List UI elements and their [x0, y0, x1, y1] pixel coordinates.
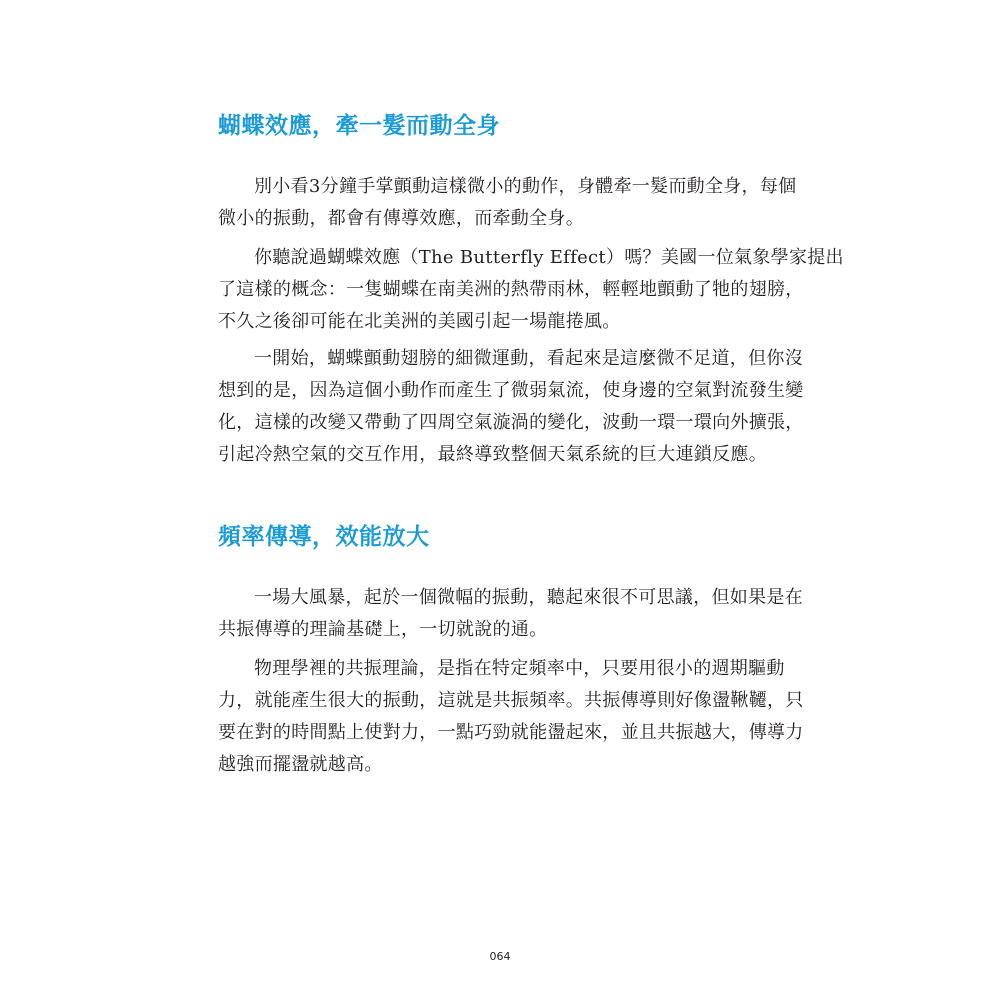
paragraph-line: 要在對的時間點上使對力，一點巧勁就能盪起來，並且共振越大，傳導力: [218, 722, 804, 743]
paragraph-line: 一開始，蝴蝶顫動翅膀的細微運動，看起來是這麼微不足道，但你沒: [254, 348, 803, 369]
paragraph-line: 一場大風暴，起於一個微幅的振動，聽起來很不可思議，但如果是在: [254, 587, 803, 608]
paragraph-line: 不久之後卻可能在北美洲的美國引起一場龍捲風。: [218, 311, 621, 332]
paragraph-2: [218, 242, 844, 338]
page-number: 064: [489, 950, 511, 963]
paragraph-line: 越強而擺盪就越高。: [218, 754, 383, 775]
paragraph-4: [218, 582, 803, 646]
paragraph-line: 別小看3分鐘手掌顫動這樣微小的動作，身體牽一髮而動全身，每個: [254, 176, 797, 197]
paragraph-line: 想到的是，因為這個小動作而產生了微弱氣流，使身邊的空氣對流發生變: [218, 380, 804, 401]
paragraph-line: 化，這樣的改變又帶動了四周空氣漩渦的變化，波動一環一環向外擴張，: [218, 412, 804, 433]
paragraph-3: [218, 343, 804, 471]
paragraph-line: 你聽說過蝴蝶效應（The Butterfly Effect）嗎？美國一位氣象學家提出: [254, 247, 844, 268]
paragraph-line: 引起冷熱空氣的交互作用，最終導致整個天氣系統的巨大連鎖反應。: [218, 444, 767, 465]
paragraph-line: 共振傳導的理論基礎上，一切就說的通。: [218, 619, 548, 640]
paragraph-line: 了這樣的概念：一隻蝴蝶在南美洲的熱帶雨林，輕輕地顫動了牠的翅膀，: [218, 279, 804, 300]
section-heading-butterfly-effect: 蝴蝶效應，牽一髮而動全身: [218, 113, 500, 139]
paragraph-line: 微小的振動，都會有傳導效應，而牽動全身。: [218, 208, 584, 229]
paragraph-5: [218, 653, 804, 781]
paragraph-line: 物理學裡的共振理論，是指在特定頻率中，只要用很小的週期驅動: [254, 658, 785, 679]
section-heading-frequency-conduction: 頻率傳導，效能放大: [218, 524, 430, 550]
paragraph-line: 力，就能產生很大的振動，這就是共振頻率。共振傳導則好像盪鞦韆，只: [218, 690, 804, 711]
paragraph-1: [218, 171, 797, 235]
